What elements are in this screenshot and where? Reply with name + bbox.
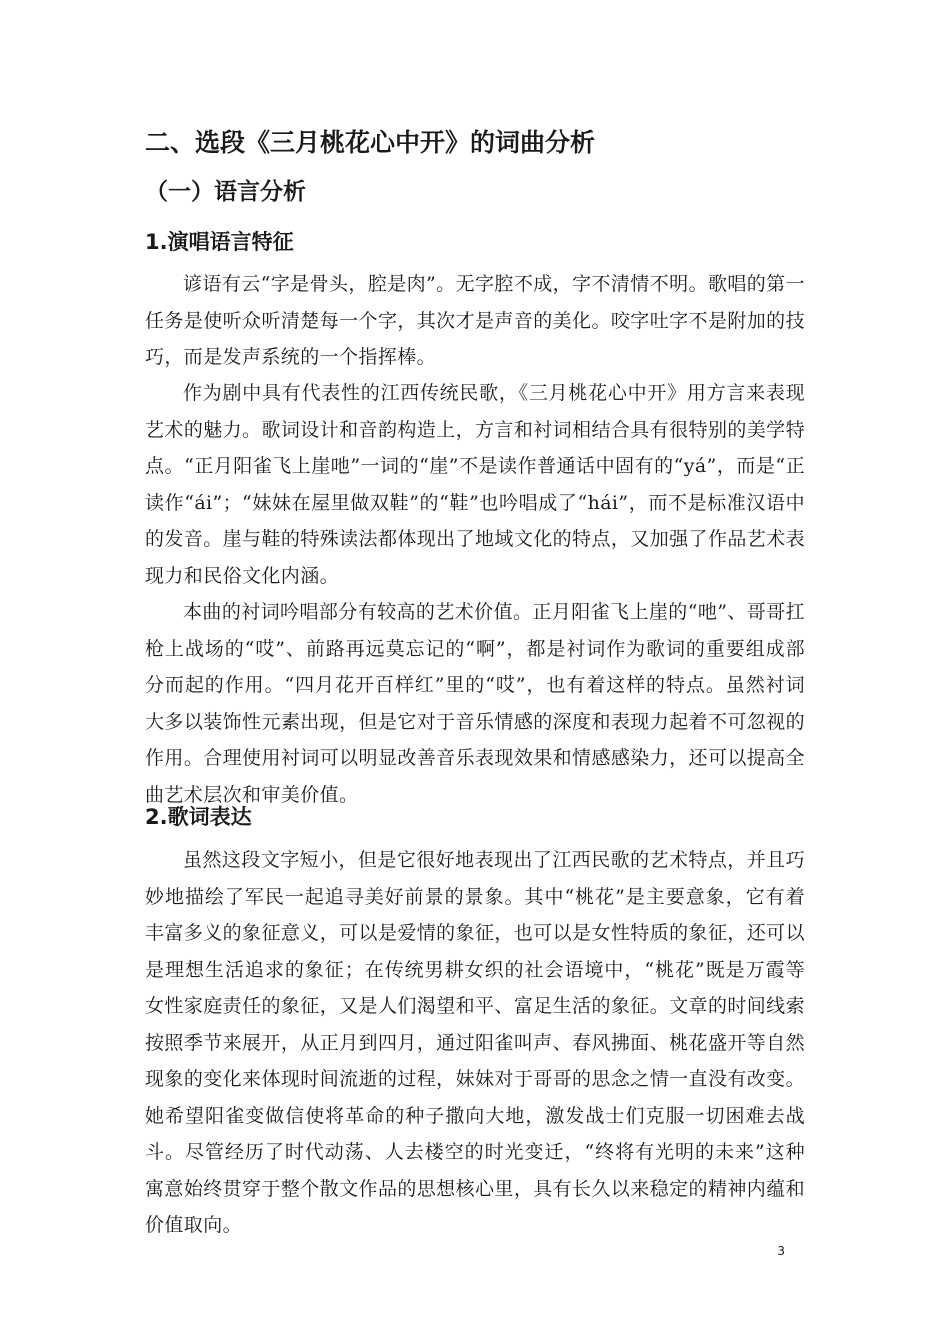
paragraph: 虽然这段文字短小，但是它很好地表现出了江西民歌的艺术特点，并且巧妙地描绘了军民一起追寻美好前景的景象。其中“桃花”是主要意象，它有着丰富多义的象征意义，可以是爱情的象征，也可以是女性特质的象征，还可以是理想生活追求的象征；在传统男耕女织的社会语境中，“桃花”既是万霞等女性家庭责任的象征，又是人们渴望和平、富足生活的象征。文章的时间线索按照季节来展开，从正月到四月，通过阳雀叫声、春风拂面、桃花盛开等自然现象的变化来体现时间流逝的过程，妹妹对于哥哥的思念之情一直没有改变。她希望阳雀变做信使将革命的种子撒向大地，激发战士们克服一切困难去战斗。尽管经历了时代动荡、人去楼空的时光变迁，“终将有光明的未来”这种寓意始终贯穿于整个散文作品的思想核心里，具有长久以来稳定的精神内蕴和价值取向。 [145, 849, 805, 1236]
paragraph: 谚语有云“字是骨头，腔是肉”。无字腔不成，字不清情不明。歌唱的第一任务是使听众听清楚每一个字，其次才是声音的美化。咬字吐字不是附加的技巧，而是发声系统的一个指挥棒。 [145, 273, 805, 368]
paragraph: 本曲的衬词吟唱部分有较高的艺术价值。正月阳雀飞上崖的“吔”、哥哥扛枪上战场的“哎”、前路再远莫忘记的“啊”，都是衬词作为歌词的重要组成部分而起的作用。“四月花开百样红”里的“哎”，也有着这样的特点。虽然衬词大多以装饰性元素出现，但是它对于音乐情感的深度和表现力起着不可忽视的作用。合理使用衬词可以明显改善音乐表现效果和情感感染力，还可以提高全曲艺术层次和审美价值。 [145, 601, 805, 806]
heading-lyrics-expression: 2.歌词表达 [145, 805, 252, 829]
paragraph: 作为剧中具有代表性的江西传统民歌，《三月桃花心中开》用方言来表现艺术的魅力。歌词设计和音韵构造上，方言和衬词相结合具有很特别的美学特点。“正月阳雀飞上崖吔”一词的“崖”不是读作普通话中固有的“yá”，而是“正读作“ái”；“妹妹在屋里做双鞋”的“鞋”也吟唱成了“hái”，而不是标准汉语中的发音。崖与鞋的特殊读法都体现出了地域文化的特点，又加强了作品艺术表现力和民俗文化内涵。 [145, 382, 805, 587]
page-number: 3 [777, 1244, 785, 1258]
subsection-title: （一）语言分析 [145, 179, 306, 205]
heading-singing-language: 1.演唱语言特征 [145, 230, 294, 254]
section-title: 二、选段《三月桃花心中开》的词曲分析 [145, 128, 596, 157]
